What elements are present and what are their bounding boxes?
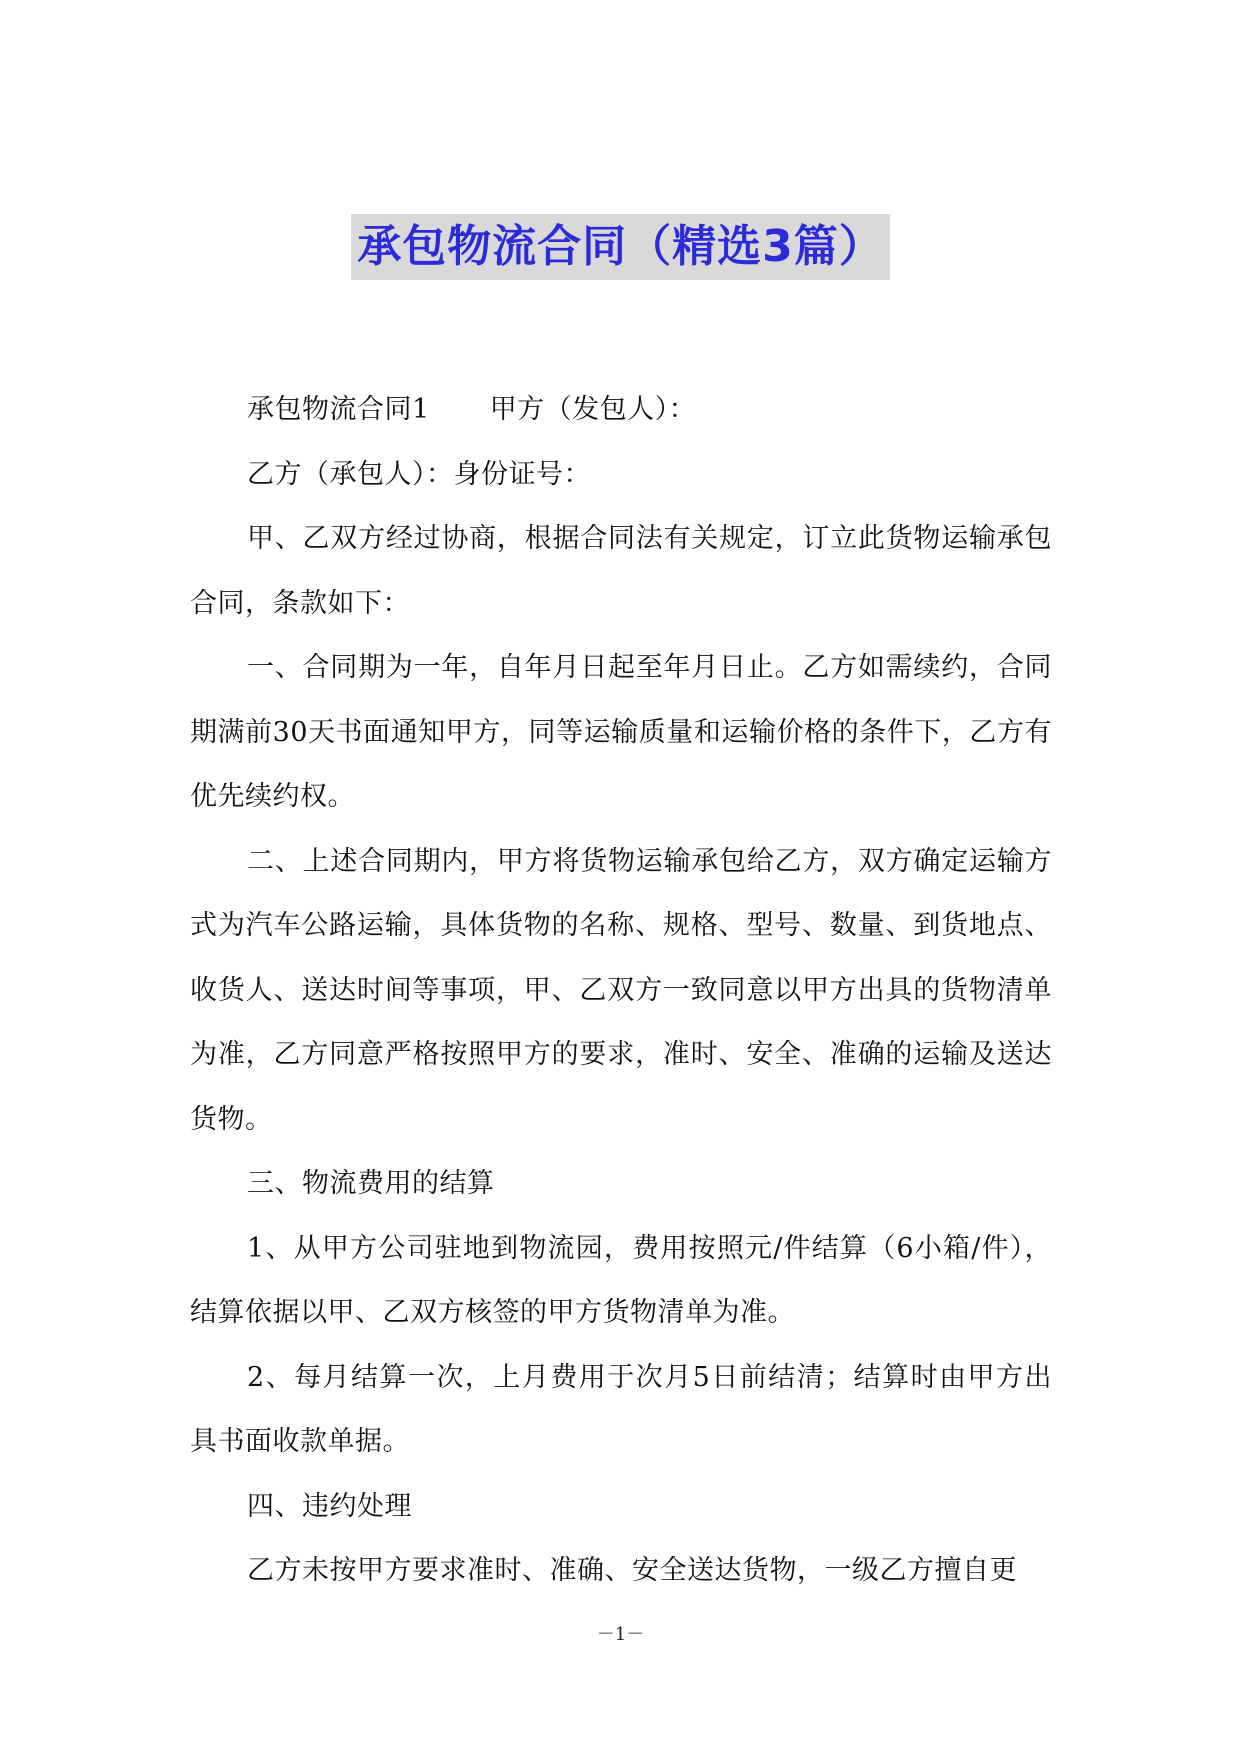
paragraph-clause-4-heading: 四、违约处理 <box>247 1490 412 1522</box>
paragraph-clause-1: 一、合同期为一年，自年月日起至年月日止。乙方如需续约，合同期满前30天书面通知甲方，同等运输质量和运输价格的条件下，乙方有优先续约权。 <box>190 652 1052 812</box>
paragraph-clause-3-item-1: 1、从甲方公司驻地到物流园，费用按照元/件结算（6小箱/件），结算依据以甲、乙双方核签的甲方货物清单为准。 <box>190 1232 1052 1328</box>
paragraph-clause-3-item-2: 2、每月结算一次，上月费用于次月5日前结清；结算时由甲方出具书面收款单据。 <box>190 1361 1052 1457</box>
paragraph-clause-2: 二、上述合同期内，甲方将货物运输承包给乙方，双方确定运输方式为汽车公路运输，具体货物的名称、规格、型号、数量、到货地点、收货人、送达时间等事项，甲、乙双方一致同意以甲方出具的货物清单为准，乙方同意严格按照甲方的要求，准时、安全、准确的运输及送达货物。 <box>190 845 1052 1135</box>
party-a-label: 甲方（发包人）： <box>489 394 697 425</box>
paragraph-clause-3-heading: 三、物流费用的结算 <box>247 1168 495 1199</box>
paragraph-intro: 甲、乙双方经过协商，根据合同法有关规定，订立此货物运输承包合同，条款如下： <box>190 523 1052 619</box>
paragraph-contract-heading <box>190 378 1052 443</box>
paragraph-party-b: 乙方（承包人）：身份证号： <box>247 458 591 490</box>
contract-number-label: 承包物流合同1 <box>247 394 430 425</box>
title-container <box>0 214 1241 280</box>
page-number: －1－ <box>596 1624 645 1645</box>
document-body <box>190 378 1052 1604</box>
paragraph-clause-4-body: 乙方未按甲方要求准时、准确、安全送达货物，一级乙方擅自更 <box>247 1555 1017 1586</box>
document-title: 承包物流合同（精选3篇） <box>351 214 890 280</box>
